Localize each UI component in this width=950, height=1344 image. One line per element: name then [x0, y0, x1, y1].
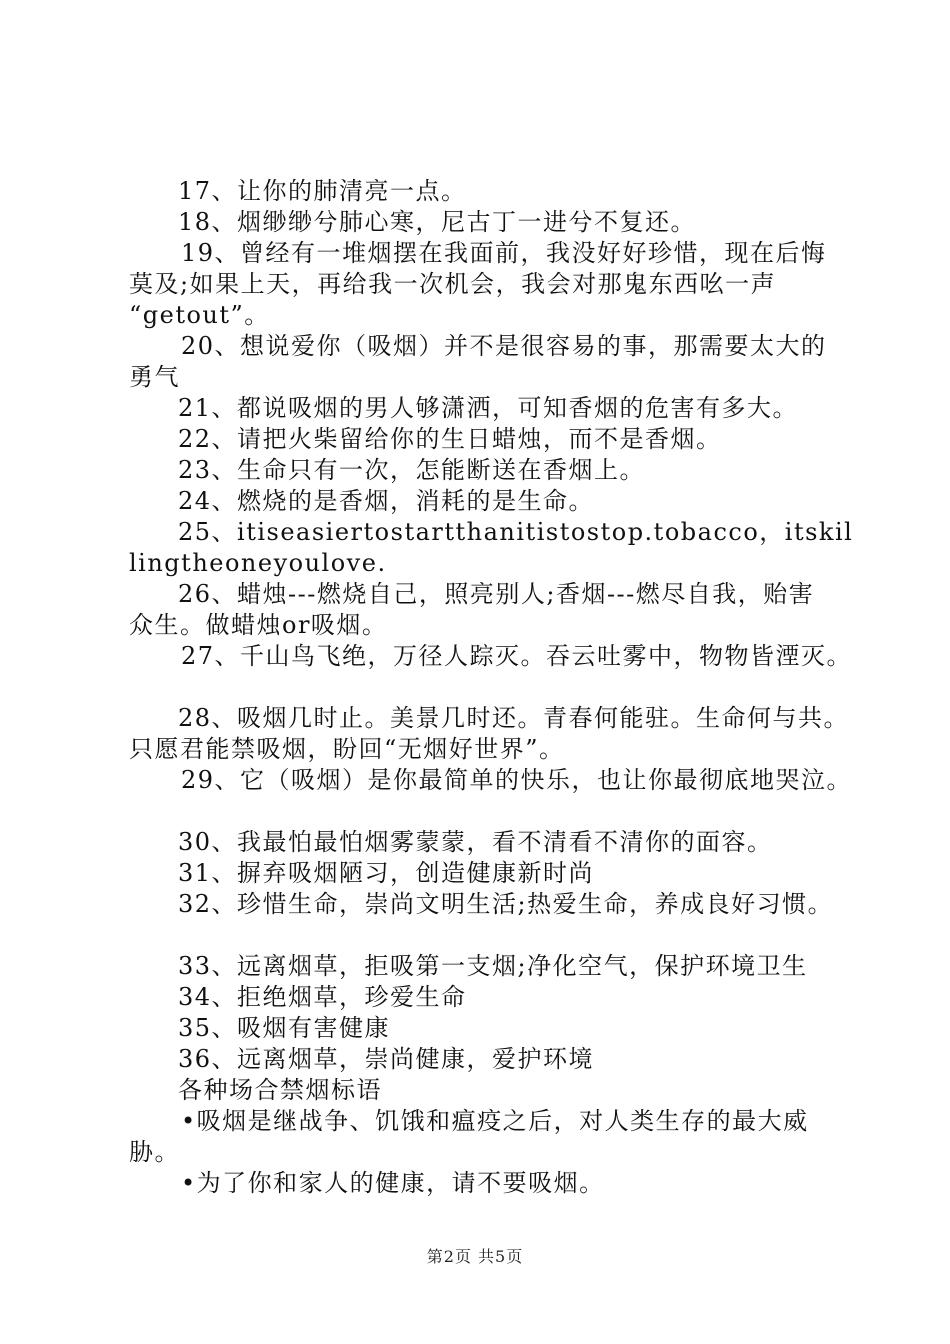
- page-number-footer: 第2页 共5页: [426, 1247, 524, 1266]
- slogan-19-line-3: “getout”。: [129, 301, 270, 329]
- slogan-19-line-1: 19、曾经有一堆烟摆在我面前，我没好好珍惜，现在后悔: [181, 239, 827, 267]
- bullet-item-2: •为了你和家人的健康，请不要吸烟。: [181, 1169, 605, 1197]
- slogan-34: 34、拒绝烟草，珍爱生命: [178, 983, 467, 1011]
- slogan-31: 31、摒弃吸烟陋习，创造健康新时尚: [178, 859, 595, 887]
- slogan-22: 22、请把火柴留给你的生日蜡烛，而不是香烟。: [178, 425, 722, 453]
- slogan-19-line-2: 莫及;如果上天，再给我一次机会，我会对那鬼东西吆一声: [129, 270, 777, 298]
- slogan-30: 30、我最怕最怕烟雾蒙蒙，看不清看不清你的面容。: [178, 828, 773, 856]
- slogan-28-line-2: 只愿君能禁吸烟，盼回“无烟好世界”。: [129, 735, 565, 763]
- slogan-29: 29、它（吸烟）是你最简单的快乐，也让你最彻底地哭泣。: [181, 766, 853, 794]
- blank-line: [129, 672, 849, 703]
- blank-line: [129, 920, 849, 951]
- slogan-26-line-1: 26、蜡烛---燃烧自己，照亮别人;香烟---燃尽自我，贻害: [178, 580, 815, 608]
- blank-line: [129, 796, 849, 827]
- slogan-35: 35、吸烟有害健康: [178, 1014, 391, 1042]
- slogan-36: 36、远离烟草，崇尚健康，爱护环境: [178, 1045, 595, 1073]
- slogan-27: 27、千山鸟飞绝，万径人踪灭。吞云吐雾中，物物皆湮灭。: [181, 642, 853, 670]
- slogan-24: 24、燃烧的是香烟，消耗的是生命。: [178, 487, 595, 515]
- slogan-17: 17、让你的肺清亮一点。: [178, 177, 467, 205]
- section-heading: 各种场合禁烟标语: [178, 1076, 382, 1104]
- slogan-25-line-1: 25、itiseasiertostartthanitistostop.tobacco，itskil: [178, 518, 854, 546]
- slogan-21: 21、都说吸烟的男人够潇洒，可知香烟的危害有多大。: [178, 394, 799, 422]
- slogan-26-line-2: 众生。做蜡烛or吸烟。: [129, 611, 388, 639]
- slogan-25-line-2: lingtheoneyoulove.: [129, 549, 387, 577]
- slogan-20-line-2: 勇气: [129, 363, 180, 391]
- slogan-23: 23、生命只有一次，怎能断送在香烟上。: [178, 456, 646, 484]
- slogan-33: 33、远离烟草，拒吸第一支烟;净化空气，保护环境卫生: [178, 952, 808, 980]
- bullet-item-1-line-1: •吸烟是继战争、饥饿和瘟疫之后，对人类生存的最大威: [181, 1107, 809, 1135]
- slogan-20-line-1: 20、想说爱你（吸烟）并不是很容易的事，那需要太大的: [181, 332, 827, 360]
- slogan-28-line-1: 28、吸烟几时止。美景几时还。青春何能驻。生命何与共。: [178, 704, 850, 732]
- document-body: [129, 176, 854, 1199]
- slogan-18: 18、烟缈缈兮肺心寒，尼古丁一进兮不复还。: [178, 208, 697, 236]
- bullet-item-1-line-2: 胁。: [129, 1138, 180, 1166]
- slogan-32: 32、珍惜生命，崇尚文明生活;热爱生命，养成良好习惯。: [178, 890, 834, 918]
